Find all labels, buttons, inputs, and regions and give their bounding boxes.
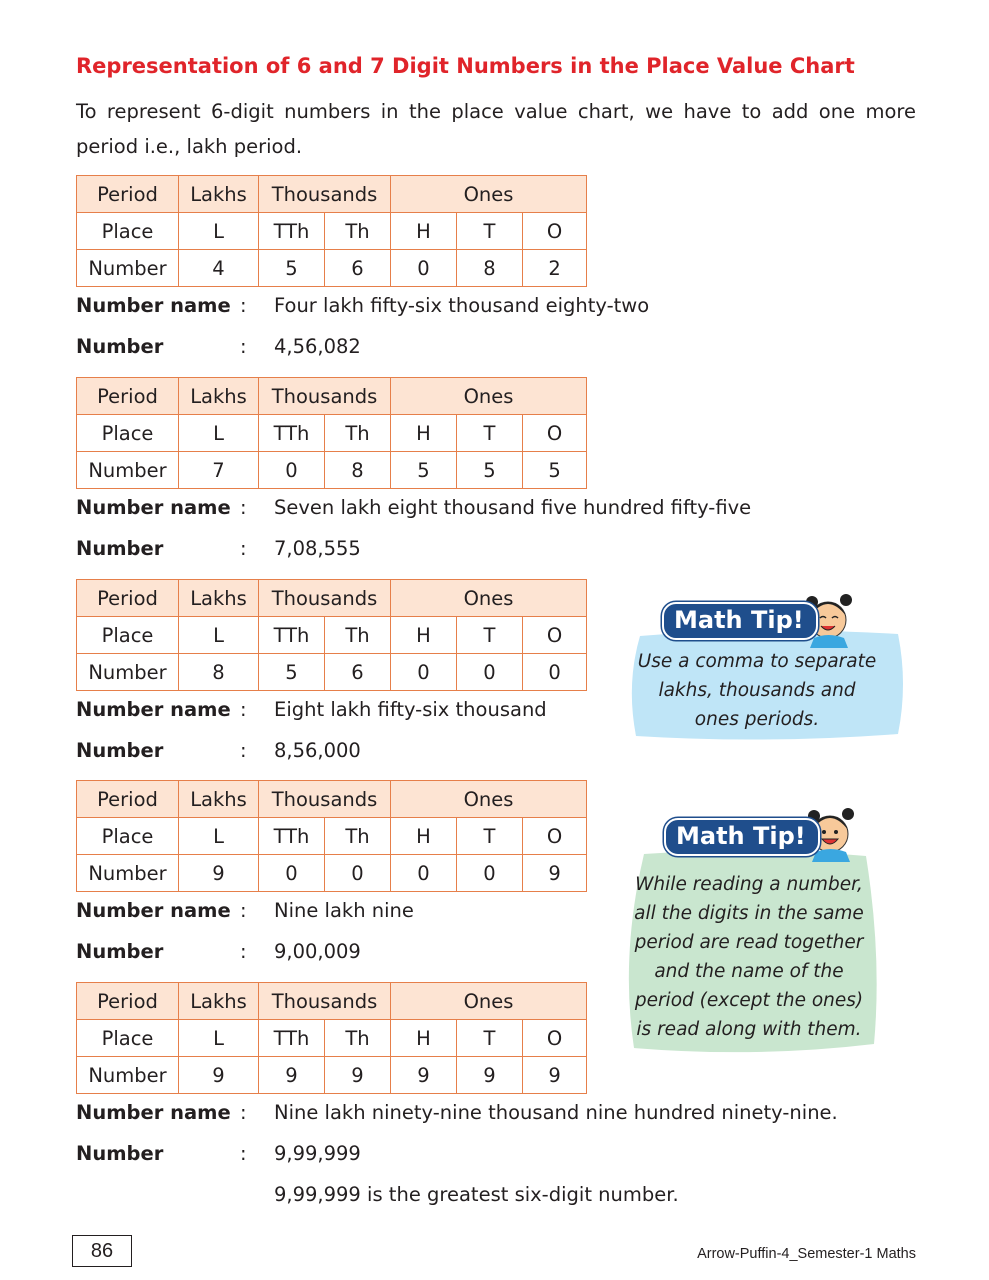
place-value-table <box>76 175 587 287</box>
number-name-line-label: Number name <box>76 899 231 922</box>
number-line <box>76 1142 361 1165</box>
period-label: Period <box>77 176 179 213</box>
tip-line: is read along with them. <box>636 1019 862 1040</box>
period-thousands: Thousands <box>259 580 391 617</box>
colon: : <box>240 899 247 922</box>
digit-cell: 5 <box>259 250 325 287</box>
period-lakhs: Lakhs <box>179 580 259 617</box>
place-cell: O <box>523 818 587 855</box>
place-cell: Th <box>325 1020 391 1057</box>
digit-cell: 0 <box>391 855 457 892</box>
colon: : <box>240 739 247 762</box>
number-name-line-label: Number name <box>76 496 231 519</box>
place-cell: O <box>523 213 587 250</box>
number-name-line <box>76 294 649 317</box>
math-tip-reading <box>616 806 882 1058</box>
digit-cell: 9 <box>391 1057 457 1094</box>
digit-cell: 6 <box>325 654 391 691</box>
period-label: Period <box>77 378 179 415</box>
place-cell: Th <box>325 818 391 855</box>
place-value-table <box>76 579 587 691</box>
tip-line: ones periods. <box>694 709 820 730</box>
colon: : <box>240 1142 247 1165</box>
place-cell: Th <box>325 415 391 452</box>
number-line-value: 9,99,999 <box>274 1142 361 1165</box>
place-cell: H <box>391 1020 457 1057</box>
tip-line: all the digits in the same <box>634 903 864 924</box>
period-label: Period <box>77 580 179 617</box>
period-thousands: Thousands <box>259 781 391 818</box>
place-cell: H <box>391 818 457 855</box>
digit-cell: 0 <box>325 855 391 892</box>
digit-cell: 9 <box>179 855 259 892</box>
digit-cell: 9 <box>523 1057 587 1094</box>
place-label: Place <box>77 1020 179 1057</box>
place-cell: T <box>457 415 523 452</box>
colon: : <box>240 294 247 317</box>
place-cell: TTh <box>259 1020 325 1057</box>
place-value-table <box>76 377 587 489</box>
place-cell: L <box>179 1020 259 1057</box>
number-line-value: 8,56,000 <box>274 739 361 762</box>
period-label: Period <box>77 781 179 818</box>
number-line-label: Number <box>76 335 164 358</box>
footer-text: Arrow-Puffin-4_Semester-1 Maths <box>697 1246 916 1262</box>
period-ones: Ones <box>391 580 587 617</box>
number-name-line-value: Seven lakh eight thousand five hundred fifty-five <box>274 496 752 519</box>
place-cell: T <box>457 213 523 250</box>
number-line-value: 7,08,555 <box>274 537 361 560</box>
math-tip-text <box>626 647 888 734</box>
number-name-line <box>76 698 547 721</box>
number-label: Number <box>77 452 179 489</box>
number-label: Number <box>77 855 179 892</box>
digit-cell: 0 <box>457 654 523 691</box>
colon: : <box>240 496 247 519</box>
digit-cell: 0 <box>259 855 325 892</box>
place-label: Place <box>77 415 179 452</box>
math-tip-comma <box>626 592 908 742</box>
page-number: 86 <box>72 1235 132 1267</box>
number-line-label: Number <box>76 940 164 963</box>
number-line-label: Number <box>76 739 164 762</box>
place-value-table <box>76 780 587 892</box>
section-heading: Representation of 6 and 7 Digit Numbers in the Place Value Chart <box>76 54 855 78</box>
period-lakhs: Lakhs <box>179 781 259 818</box>
number-name-line-label: Number name <box>76 1101 231 1124</box>
math-tip-badge: Math Tip! <box>662 602 818 640</box>
period-thousands: Thousands <box>259 378 391 415</box>
math-tip-badge: Math Tip! <box>664 818 820 856</box>
place-cell: O <box>523 415 587 452</box>
place-cell: L <box>179 818 259 855</box>
number-line-label: Number <box>76 1142 164 1165</box>
place-cell: TTh <box>259 213 325 250</box>
period-lakhs: Lakhs <box>179 176 259 213</box>
place-cell: O <box>523 617 587 654</box>
tip-line: While reading a number, <box>635 874 863 895</box>
digit-cell: 7 <box>179 452 259 489</box>
digit-cell: 5 <box>457 452 523 489</box>
number-name-line-value: Eight lakh fifty-six thousand <box>274 698 547 721</box>
digit-cell: 0 <box>391 250 457 287</box>
math-tip-text <box>616 870 882 1044</box>
digit-cell: 2 <box>523 250 587 287</box>
digit-cell: 9 <box>179 1057 259 1094</box>
place-cell: H <box>391 617 457 654</box>
intro-paragraph: To represent 6-digit numbers in the place value chart, we have to add one more period i.e., lakh period. <box>76 100 916 158</box>
place-cell: TTh <box>259 617 325 654</box>
place-cell: H <box>391 415 457 452</box>
number-name-line <box>76 899 414 922</box>
number-line <box>76 940 361 963</box>
place-cell: T <box>457 1020 523 1057</box>
digit-cell: 5 <box>391 452 457 489</box>
digit-cell: 9 <box>457 1057 523 1094</box>
place-cell: TTh <box>259 818 325 855</box>
number-name-line-label: Number name <box>76 294 231 317</box>
digit-cell: 8 <box>325 452 391 489</box>
digit-cell: 0 <box>259 452 325 489</box>
place-cell: T <box>457 617 523 654</box>
tip-line: period (except the ones) <box>634 990 864 1011</box>
number-line <box>76 739 361 762</box>
digit-cell: 9 <box>325 1057 391 1094</box>
place-cell: L <box>179 415 259 452</box>
number-name-line-value: Four lakh fifty-six thousand eighty-two <box>274 294 650 317</box>
colon: : <box>240 698 247 721</box>
number-line <box>76 335 361 358</box>
place-cell: Th <box>325 213 391 250</box>
tip-line: period are read together <box>634 932 864 953</box>
number-label: Number <box>77 250 179 287</box>
number-name-line-label: Number name <box>76 698 231 721</box>
number-line-value: 4,56,082 <box>274 335 361 358</box>
number-name-line-value: Nine lakh ninety-nine thousand nine hundred ninety-nine. <box>274 1101 838 1124</box>
digit-cell: 4 <box>179 250 259 287</box>
greatest-number-note: 9,99,999 is the greatest six-digit number. <box>274 1183 679 1206</box>
period-thousands: Thousands <box>259 983 391 1020</box>
tip-line: Use a comma to separate <box>637 651 877 672</box>
place-cell: Th <box>325 617 391 654</box>
period-label: Period <box>77 983 179 1020</box>
number-name-line-value: Nine lakh nine <box>274 899 414 922</box>
colon: : <box>240 537 247 560</box>
number-name-line <box>76 496 751 519</box>
place-cell: H <box>391 213 457 250</box>
tip-line: and the name of the <box>654 961 844 982</box>
place-label: Place <box>77 213 179 250</box>
number-line <box>76 537 361 560</box>
number-name-line <box>76 1101 838 1124</box>
place-label: Place <box>77 818 179 855</box>
tip-line: lakhs, thousands and <box>658 680 856 701</box>
digit-cell: 0 <box>523 654 587 691</box>
number-line-label: Number <box>76 537 164 560</box>
place-cell: TTh <box>259 415 325 452</box>
period-lakhs: Lakhs <box>179 378 259 415</box>
period-lakhs: Lakhs <box>179 983 259 1020</box>
digit-cell: 5 <box>259 654 325 691</box>
colon: : <box>240 1101 247 1124</box>
period-ones: Ones <box>391 378 587 415</box>
colon: : <box>240 940 247 963</box>
place-cell: L <box>179 617 259 654</box>
digit-cell: 9 <box>259 1057 325 1094</box>
place-cell: T <box>457 818 523 855</box>
digit-cell: 9 <box>523 855 587 892</box>
period-ones: Ones <box>391 983 587 1020</box>
period-ones: Ones <box>391 781 587 818</box>
period-ones: Ones <box>391 176 587 213</box>
period-thousands: Thousands <box>259 176 391 213</box>
place-value-table <box>76 982 587 1094</box>
place-cell: L <box>179 213 259 250</box>
digit-cell: 5 <box>523 452 587 489</box>
digit-cell: 8 <box>457 250 523 287</box>
digit-cell: 0 <box>457 855 523 892</box>
digit-cell: 6 <box>325 250 391 287</box>
colon: : <box>240 335 247 358</box>
digit-cell: 8 <box>179 654 259 691</box>
number-label: Number <box>77 654 179 691</box>
number-line-value: 9,00,009 <box>274 940 361 963</box>
place-label: Place <box>77 617 179 654</box>
place-cell: O <box>523 1020 587 1057</box>
number-label: Number <box>77 1057 179 1094</box>
digit-cell: 0 <box>391 654 457 691</box>
